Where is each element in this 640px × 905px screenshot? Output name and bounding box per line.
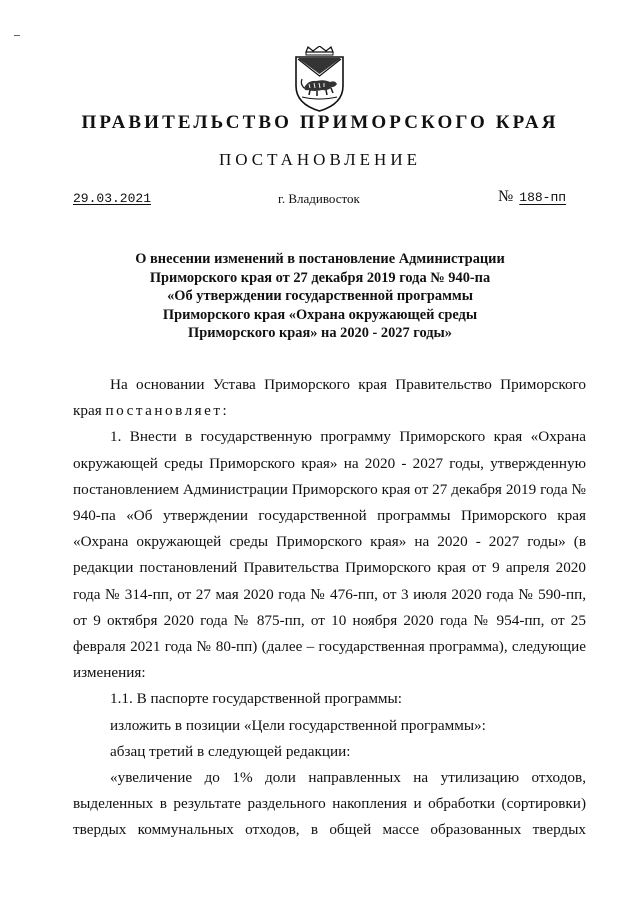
subject-line: Приморского края» на 2020 - 2027 годы» xyxy=(188,325,452,341)
number-value: 188-пп xyxy=(519,190,567,205)
paragraph-item-1-1: 1.1. В паспорте государственной программы: xyxy=(110,690,402,708)
paragraph-instruction: изложить в позиции «Цели государственной программы»: xyxy=(110,716,486,734)
document-city: г. Владивосток xyxy=(278,191,360,206)
decree-word: постановляет: xyxy=(105,402,230,420)
document-body xyxy=(73,372,586,844)
subject-line: «Об утверждении государственной программы xyxy=(167,288,473,304)
paragraph-item-1: 1. Внести в государственную программу Приморского края «Охрана окружающей среды Приморского края» на 2020 - 2027 годы, утвержденную постановлением Администрации Приморского края от 27 декабря 2019 года № 940-па «Об утверждении государственной программы Приморского края «Охрана окружающей среды Приморского края» на 2020 - 2027 годы» (в редакции постановлений Правительства Приморского края от 9 апреля 2020 года № 314-пп, от 27 мая 2020 года № 476-пп, от 3 июля 2020 года № 590-пп, от 9 октября 2020 года № 875-пп, от 10 ноября 2020 года № 954-пп, от 25 февраля 2021 года № 80-пп) (далее – государственная программа), следующие изменения: xyxy=(73,428,586,682)
government-title: ПРАВИТЕЛЬСТВО ПРИМОРСКОГО КРАЯ xyxy=(81,112,559,133)
paragraph-preamble xyxy=(73,372,586,424)
document-subject xyxy=(110,250,530,343)
paragraph-quote: «увеличение до 1% доли направленных на утилизацию отходов, выделенных в результате раздельного накопления и обработки (сортировки) твердых коммунальных отходов, в общей массе образованных твердых xyxy=(73,769,586,839)
number-sign: № xyxy=(498,188,514,205)
primorsky-krai-coat-of-arms-icon xyxy=(288,46,351,113)
subject-line: Приморского края от 27 декабря 2019 года № 940-па xyxy=(149,269,491,286)
preamble-text: На основании Устава Приморского края Правительство Приморского края xyxy=(73,376,586,420)
paragraph-instruction: абзац третий в следующей редакции: xyxy=(110,742,351,760)
scan-mark xyxy=(14,35,20,36)
document-date: 29.03.2021 xyxy=(73,191,152,206)
document-type: ПОСТАНОВЛЕНИЕ xyxy=(218,150,421,169)
subject-line: Приморского края «Охрана окружающей среды xyxy=(162,306,478,323)
document-number xyxy=(498,188,587,206)
subject-line: О внесении изменений в постановление Администрации xyxy=(135,251,505,267)
